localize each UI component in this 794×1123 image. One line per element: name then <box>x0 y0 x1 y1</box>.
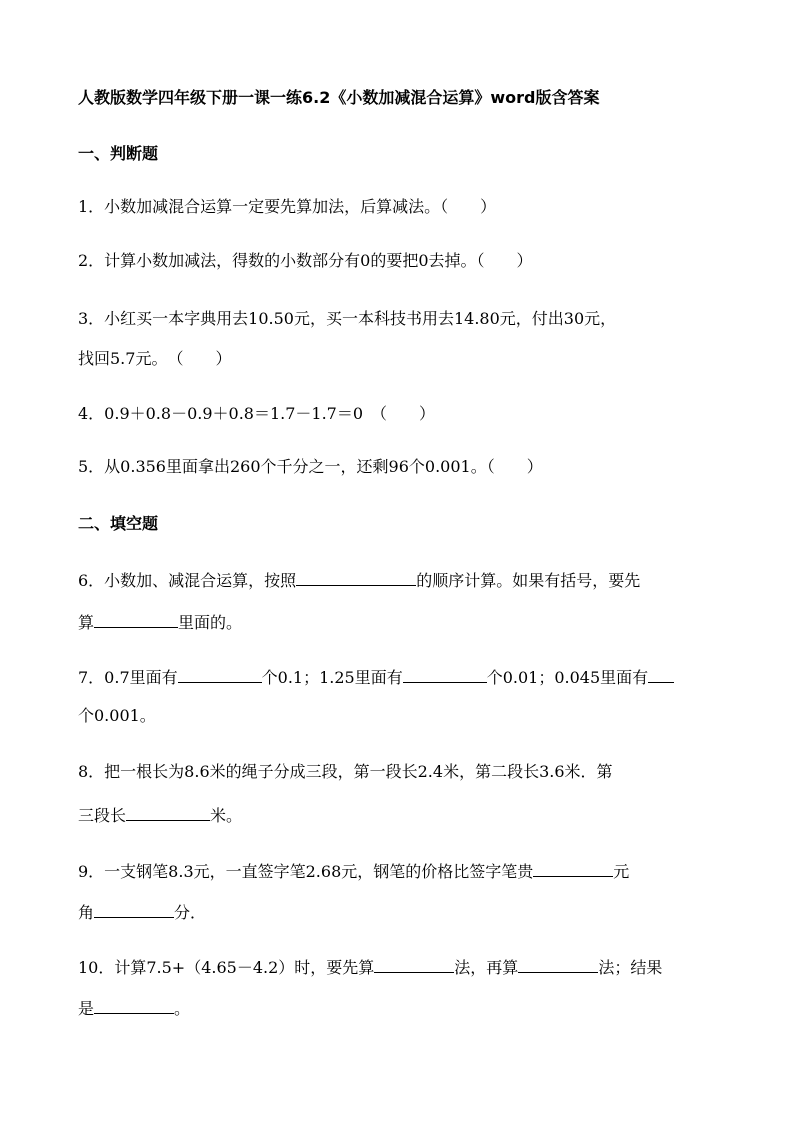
question-3-line-2: 找回5.7元。 （ ） <box>78 349 232 368</box>
q10-text-b: 法，再算 <box>454 958 519 977</box>
answer-blank[interactable] <box>178 665 262 683</box>
q6-text-a: 6．小数加、减混合运算，按照 <box>78 571 297 590</box>
page-title: 人教版数学四年级下册一课一练6.2《小数加减混合运算》word版含答案 <box>78 88 600 107</box>
answer-blank[interactable] <box>518 955 598 973</box>
q6-text-c: 算 <box>78 613 95 632</box>
question-10-line-2 <box>78 996 190 1019</box>
q6-text-d: 里面的。 <box>178 613 243 632</box>
section-heading-judgement: 一、判断题 <box>78 144 159 163</box>
question-4: 4．0.9＋0.8－0.9＋0.8＝1.7－1.7＝0 （ ） <box>78 404 436 423</box>
answer-blank[interactable] <box>94 900 174 918</box>
q6-text-b: 的顺序计算。如果有括号，要先 <box>416 571 641 590</box>
answer-blank[interactable] <box>648 665 674 683</box>
question-1: 1．小数加减混合运算一定要先算加法，后算减法。（ ） <box>78 197 497 216</box>
question-3-line-1: 3．小红买一本字典用去10.50元，买一本科技书用去14.80元，付出30元， <box>78 309 617 328</box>
q9-text-c: 角 <box>78 903 95 922</box>
q9-text-d: 分． <box>174 903 207 922</box>
answer-blank[interactable] <box>94 610 178 628</box>
question-6-line-1 <box>78 568 640 591</box>
answer-blank[interactable] <box>296 568 416 586</box>
q7-text-d: 个0.001。 <box>78 706 156 725</box>
answer-blank[interactable] <box>374 955 454 973</box>
question-9-line-1 <box>78 859 629 882</box>
section-heading-fill-blank: 二、填空题 <box>78 514 159 533</box>
q7-text-c: 个0.01；0.045里面有 <box>486 668 649 687</box>
question-10-line-1 <box>78 955 662 978</box>
question-6-line-2 <box>78 610 242 633</box>
q8-text-b: 三段长 <box>78 806 127 825</box>
question-5: 5．从0.356里面拿出260个千分之一，还剩96个0.001。（ ） <box>78 457 543 476</box>
q10-text-d: 是 <box>78 999 95 1018</box>
q10-text-e: 。 <box>174 999 191 1018</box>
answer-blank[interactable] <box>126 803 210 821</box>
question-7-line-1 <box>78 665 674 688</box>
q7-text-a: 7．0.7里面有 <box>78 668 178 687</box>
q9-text-a: 9．一支钢笔8.3元，一直签字笔2.68元，钢笔的价格比签字笔贵 <box>78 862 534 881</box>
question-7-line-2 <box>78 706 156 726</box>
answer-blank[interactable] <box>533 859 613 877</box>
q9-text-b: 元 <box>613 862 630 881</box>
q10-text-c: 法；结果 <box>598 958 663 977</box>
answer-blank[interactable] <box>403 665 487 683</box>
question-2: 2．计算小数加减法，得数的小数部分有0的要把0去掉。（ ） <box>78 251 533 270</box>
question-8-line-2 <box>78 803 242 826</box>
q10-text-a: 10．计算7.5+（4.65－4.2）时，要先算 <box>78 958 375 977</box>
answer-blank[interactable] <box>94 996 174 1014</box>
q8-text-c: 米。 <box>210 806 243 825</box>
q7-text-b: 个0.1；1.25里面有 <box>261 668 403 687</box>
question-8-line-1: 8．把一根长为8.6米的绳子分成三段，第一段长2.4米，第二段长3.6米．第 <box>78 762 613 781</box>
question-9-line-2 <box>78 900 206 923</box>
